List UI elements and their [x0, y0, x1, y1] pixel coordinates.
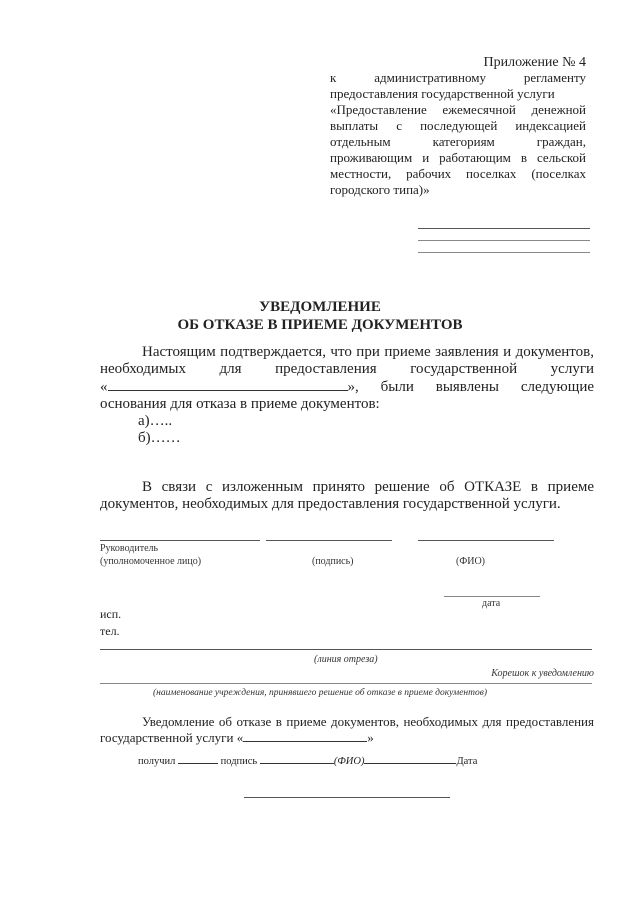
document-title	[0, 298, 640, 334]
appendix-line: местности, рабочих поселках (поселках	[330, 166, 586, 181]
label-signature: (подпись)	[312, 556, 354, 567]
body-paragraph	[100, 344, 594, 447]
appendix-line: предоставления государственной услуги	[330, 86, 555, 101]
body-line: основания для отказа в приеме документов:	[100, 396, 380, 412]
recipient-line[interactable]	[418, 252, 590, 253]
date-line[interactable]	[444, 596, 540, 597]
appendix-title: Приложение № 4	[483, 55, 586, 70]
stub-line: Уведомление об отказе в приеме документов, необходимых для предоставления	[142, 714, 594, 729]
reason-item-b: б)……	[138, 430, 181, 446]
label-fio: (ФИО)	[456, 556, 486, 567]
stub-service-label: государственной услуги «	[100, 730, 244, 745]
organization-line[interactable]	[100, 683, 592, 684]
body-line: Настоящим подтверждается, что при приеме заявления и документов,	[142, 344, 594, 360]
appendix-line: к административному регламенту	[330, 70, 586, 85]
signature-line[interactable]	[266, 540, 392, 541]
cut-line-label: (линия отреза)	[314, 654, 378, 665]
decision-line: документов, необходимых для предоставления государственной услуги.	[100, 496, 561, 512]
sign-label: подпись	[220, 756, 258, 767]
quote-open: «	[100, 379, 108, 395]
appendix-line: «Предоставление ежемесячной денежной	[330, 102, 586, 117]
stub-line-service	[100, 730, 594, 746]
appendix-line: городского типа)»	[330, 182, 430, 197]
cut-line	[100, 649, 592, 650]
organization-caption: (наименование учреждения, принявшего решение об отказе в приеме документов)	[152, 688, 488, 698]
received-field[interactable]	[178, 754, 218, 764]
date-label: Дата	[456, 756, 478, 767]
bottom-line[interactable]	[244, 797, 450, 798]
body-line-service	[100, 378, 594, 396]
document-title-line2: ОБ ОТКАЗЕ В ПРИЕМЕ ДОКУМЕНТОВ	[177, 317, 463, 333]
label-head: Руководитель	[100, 543, 159, 554]
executor-label: исп.	[100, 607, 122, 621]
label-authorized: (уполномоченное лицо)	[100, 556, 202, 567]
document-title-line1: УВЕДОМЛЕНИЕ	[259, 299, 381, 315]
service-name-field[interactable]	[108, 378, 348, 391]
fio-field[interactable]	[364, 754, 456, 764]
head-signature-line[interactable]	[100, 540, 260, 541]
stub-label: Корешок к уведомлению	[491, 668, 594, 679]
received-label: получил	[138, 756, 176, 767]
appendix-line: проживающим и работающим в сельской	[330, 150, 586, 165]
sign-field[interactable]	[260, 754, 334, 764]
label-date: дата	[482, 598, 501, 609]
body-line-tail: », были выявлены следующие	[347, 379, 594, 395]
stub-service-field[interactable]	[243, 731, 367, 742]
fio-label: (ФИО)	[333, 756, 365, 767]
appendix-line: выплаты с последующей индексацией	[330, 118, 586, 133]
stub-paragraph	[100, 714, 594, 746]
reason-item-a: а)…..	[138, 413, 173, 429]
appendix-line: отдельным категориям граждан,	[330, 134, 586, 149]
recipient-line[interactable]	[418, 240, 590, 241]
decision-line: В связи с изложенным принято решение об ОТКАЗЕ в приеме	[142, 479, 594, 495]
body-line: необходимых для предоставления государственной услуги	[100, 361, 594, 377]
phone-label: тел.	[100, 624, 120, 638]
fio-line[interactable]	[418, 540, 554, 541]
appendix-text	[330, 70, 586, 198]
quote-close: »	[367, 730, 374, 745]
decision-paragraph	[100, 479, 594, 513]
recipient-line[interactable]	[418, 228, 590, 229]
receipt-line	[138, 754, 477, 767]
